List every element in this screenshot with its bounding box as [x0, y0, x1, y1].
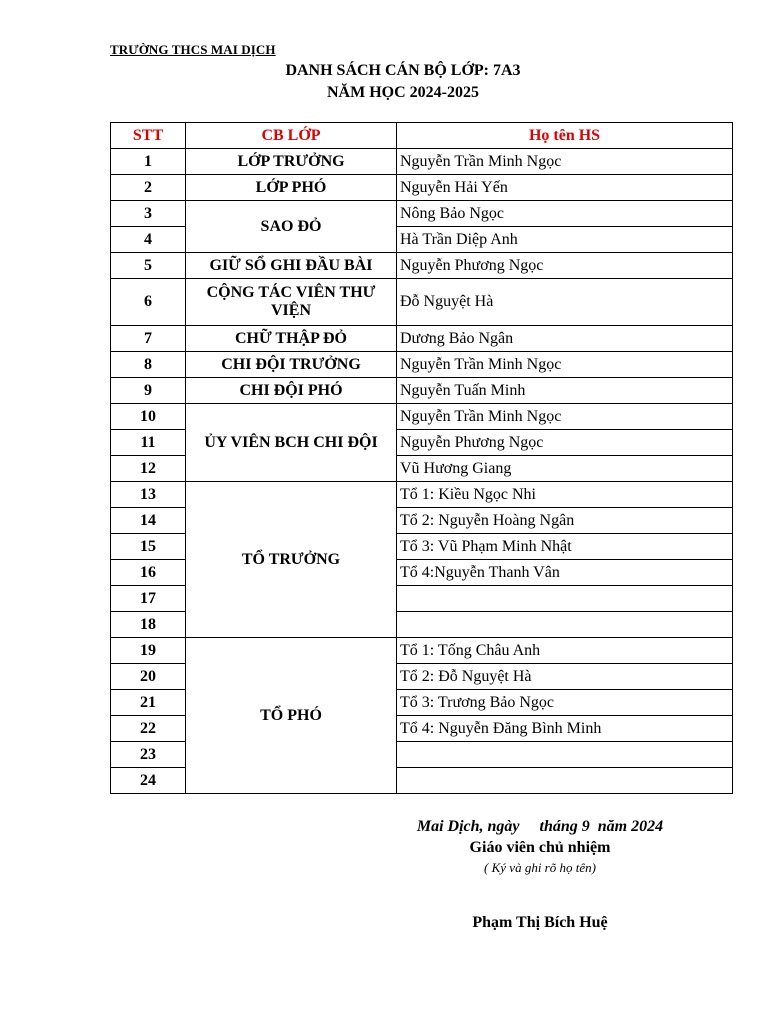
role-cell: CHI ĐỘI TRƯỞNG — [186, 352, 397, 378]
teacher-name: Phạm Thị Bích Huệ — [472, 914, 608, 931]
row-number: 13 — [111, 482, 186, 508]
student-name: Nông Bảo Ngọc — [397, 201, 733, 227]
row-number: 24 — [111, 768, 186, 794]
role-cell: CHI ĐỘI PHÓ — [186, 378, 397, 404]
row-number: 3 — [111, 201, 186, 227]
student-name: Nguyễn Trần Minh Ngọc — [397, 149, 733, 175]
student-name: Tổ 2: Đỗ Nguyệt Hà — [397, 664, 733, 690]
row-number: 2 — [111, 175, 186, 201]
table-row — [111, 638, 733, 664]
student-name — [397, 742, 733, 768]
row-number: 14 — [111, 508, 186, 534]
student-name: Tổ 1: Kiều Ngọc Nhi — [397, 482, 733, 508]
role-cell: GIỮ SỔ GHI ĐẦU BÀI — [186, 253, 397, 279]
row-number: 4 — [111, 227, 186, 253]
row-number: 10 — [111, 404, 186, 430]
student-name: Nguyễn Trần Minh Ngọc — [397, 404, 733, 430]
row-number: 5 — [111, 253, 186, 279]
student-name — [397, 612, 733, 638]
role-cell: TỔ TRƯỞNG — [186, 482, 397, 638]
student-name: Tổ 4:Nguyễn Thanh Vân — [397, 560, 733, 586]
row-number: 19 — [111, 638, 186, 664]
student-name: Tổ 3: Vũ Phạm Minh Nhật — [397, 534, 733, 560]
table-row — [111, 201, 733, 227]
student-name: Vũ Hương Giang — [397, 456, 733, 482]
row-number: 9 — [111, 378, 186, 404]
role-cell: CỘNG TÁC VIÊN THƯ VIỆN — [186, 279, 397, 326]
row-number: 20 — [111, 664, 186, 690]
student-name: Tổ 1: Tống Châu Anh — [397, 638, 733, 664]
table-row — [111, 404, 733, 430]
row-number: 17 — [111, 586, 186, 612]
row-number: 6 — [111, 279, 186, 326]
column-header-stt: STT — [111, 123, 186, 149]
student-name: Tổ 4: Nguyễn Đăng Bình Minh — [397, 716, 733, 742]
row-number: 1 — [111, 149, 186, 175]
row-number: 23 — [111, 742, 186, 768]
school-name: TRƯỜNG THCS MAI DỊCH — [110, 42, 276, 57]
student-name: Nguyễn Phương Ngọc — [397, 253, 733, 279]
student-name — [397, 586, 733, 612]
table-row — [111, 482, 733, 508]
table-row — [111, 253, 733, 279]
role-cell: TỔ PHÓ — [186, 638, 397, 794]
row-number: 12 — [111, 456, 186, 482]
student-name: Tổ 2: Nguyễn Hoàng Ngân — [397, 508, 733, 534]
table-row — [111, 378, 733, 404]
column-header-name: Họ tên HS — [397, 123, 733, 149]
row-number: 22 — [111, 716, 186, 742]
row-number: 16 — [111, 560, 186, 586]
table-row — [111, 279, 733, 326]
table-row — [111, 326, 733, 352]
table-header-row — [111, 123, 733, 149]
student-name: Nguyễn Trần Minh Ngọc — [397, 352, 733, 378]
student-name: Nguyễn Phương Ngọc — [397, 430, 733, 456]
school-year: NĂM HỌC 2024-2025 — [327, 84, 479, 101]
row-number: 15 — [111, 534, 186, 560]
student-name: Đỗ Nguyệt Hà — [397, 279, 733, 326]
student-name — [397, 768, 733, 794]
table-row — [111, 352, 733, 378]
place-date-line: Mai Dịch, ngày tháng 9 năm 2024 — [416, 818, 664, 835]
row-number: 18 — [111, 612, 186, 638]
student-name: Nguyễn Tuấn Minh — [397, 378, 733, 404]
row-number: 8 — [111, 352, 186, 378]
table-row — [111, 175, 733, 201]
student-name: Tổ 3: Trương Bảo Ngọc — [397, 690, 733, 716]
student-name: Nguyễn Hải Yến — [397, 175, 733, 201]
role-cell: SAO ĐỎ — [186, 201, 397, 253]
homeroom-teacher-label: Giáo viên chủ nhiệm — [469, 839, 611, 856]
role-cell: ỦY VIÊN BCH CHI ĐỘI — [186, 404, 397, 482]
student-name: Hà Trần Diệp Anh — [397, 227, 733, 253]
table-row — [111, 149, 733, 175]
signature-note: ( Ký và ghi rõ họ tên) — [484, 860, 596, 875]
role-cell: CHỮ THẬP ĐỎ — [186, 326, 397, 352]
class-officers-table — [110, 122, 733, 794]
column-header-role: CB LỚP — [186, 123, 397, 149]
document-title: DANH SÁCH CÁN BỘ LỚP: 7A3 — [285, 62, 521, 79]
role-cell: LỚP TRƯỞNG — [186, 149, 397, 175]
row-number: 11 — [111, 430, 186, 456]
row-number: 21 — [111, 690, 186, 716]
role-cell: LỚP PHÓ — [186, 175, 397, 201]
student-name: Dương Bảo Ngân — [397, 326, 733, 352]
row-number: 7 — [111, 326, 186, 352]
